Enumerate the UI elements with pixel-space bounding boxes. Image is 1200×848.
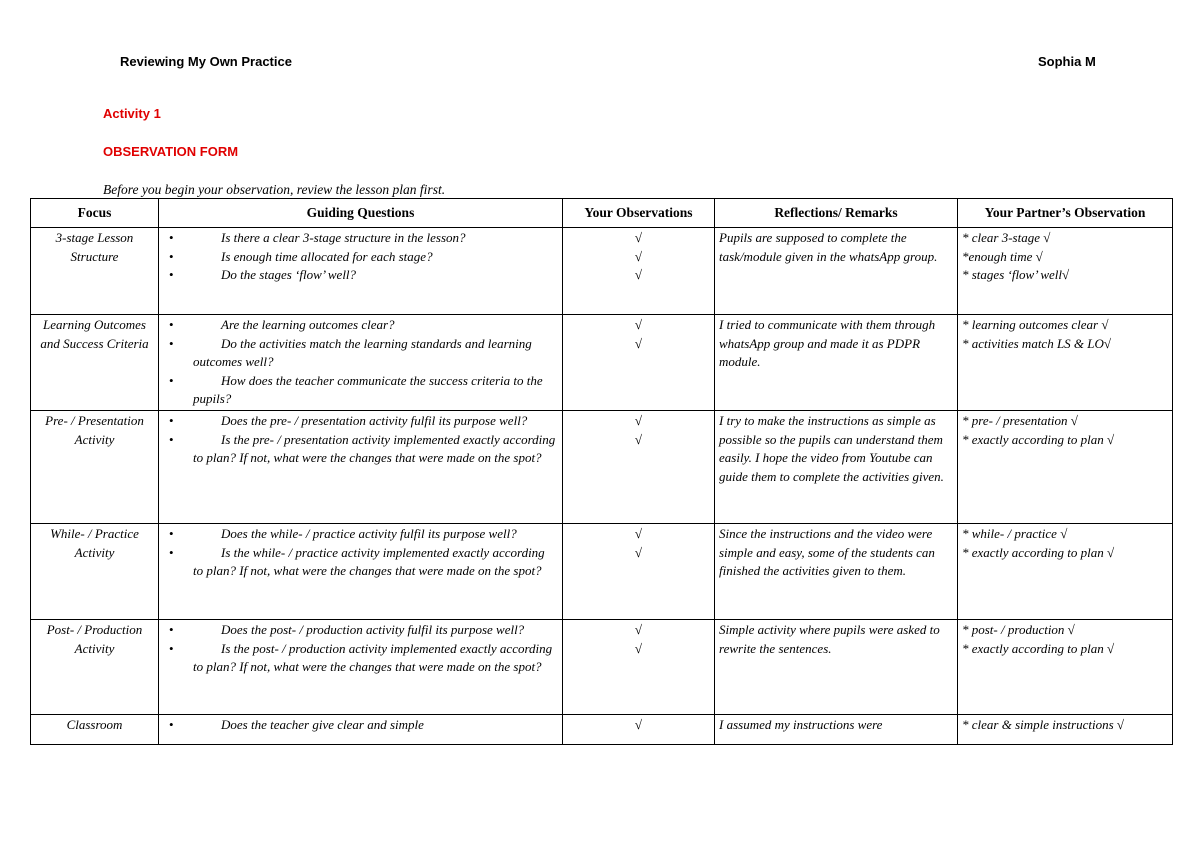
focus-cell: 3-stage Lesson Structure	[31, 228, 159, 315]
question-item: • Is the while- / practice activity implemented exactly according to plan? If not, what were the changes that were made on the spot?	[163, 544, 558, 581]
check-mark: √	[634, 717, 643, 732]
column-header-your-observations: Your Observations	[563, 199, 715, 228]
check-mark: √	[634, 317, 643, 332]
activity-heading: Activity 1	[103, 106, 161, 121]
questions-cell	[159, 315, 563, 411]
question-item: • Are the learning outcomes clear?	[163, 316, 558, 335]
partner-cell	[958, 715, 1173, 745]
observation-cell	[563, 715, 715, 745]
table-row	[31, 524, 1173, 620]
observation-cell	[563, 315, 715, 411]
partner-cell	[958, 315, 1173, 411]
author-name: Sophia M	[1038, 54, 1096, 69]
check-mark: √	[634, 622, 643, 637]
focus-cell: While- / Practice Activity	[31, 524, 159, 620]
partner-note: * pre- / presentation √	[962, 413, 1078, 428]
table-row	[31, 228, 1173, 315]
reflection-cell: I try to make the instructions as simple as possible so the pupils can understand them easily. I hope the video from Youtube can guide them to complete the activities given.	[715, 411, 958, 524]
partner-note: * learning outcomes clear √	[962, 317, 1109, 332]
partner-note: * exactly according to plan √	[962, 544, 1115, 560]
partner-note: * exactly according to plan √	[962, 431, 1115, 447]
questions-cell	[159, 411, 563, 524]
focus-cell: Classroom	[31, 715, 159, 745]
reflection-cell: Pupils are supposed to complete the task/module given in the whatsApp group.	[715, 228, 958, 315]
question-item: • Does the pre- / presentation activity fulfil its purpose well?	[163, 412, 558, 431]
partner-note: * activities match LS & LO√	[962, 335, 1112, 351]
question-item: • Do the activities match the learning standards and learning outcomes well?	[163, 335, 558, 372]
check-mark: √	[634, 267, 643, 282]
partner-note: * exactly according to plan √	[962, 640, 1115, 656]
partner-note: * stages ‘flow’ well√	[962, 267, 1070, 282]
table-header-row	[31, 199, 1173, 228]
reflection-cell: I assumed my instructions were	[715, 715, 958, 745]
column-header-guiding-questions: Guiding Questions	[159, 199, 563, 228]
partner-cell	[958, 411, 1173, 524]
focus-cell: Pre- / Presentation Activity	[31, 411, 159, 524]
question-item: • Is there a clear 3-stage structure in the lesson?	[163, 229, 558, 248]
partner-note: * clear 3-stage √	[962, 230, 1051, 245]
check-mark: √	[634, 526, 643, 541]
question-item: • Does the teacher give clear and simple	[163, 716, 558, 735]
question-item: • Does the post- / production activity fulfil its purpose well?	[163, 621, 558, 640]
table-row	[31, 620, 1173, 715]
table-row	[31, 315, 1173, 411]
check-mark: √	[634, 640, 643, 656]
observation-cell	[563, 228, 715, 315]
partner-note: * while- / practice √	[962, 526, 1068, 541]
questions-cell	[159, 228, 563, 315]
question-item: • How does the teacher communicate the success criteria to the pupils?	[163, 372, 558, 409]
questions-cell	[159, 524, 563, 620]
partner-note: *enough time √	[962, 248, 1043, 264]
check-mark: √	[634, 413, 643, 428]
observation-cell	[563, 620, 715, 715]
questions-cell	[159, 715, 563, 745]
partner-cell	[958, 524, 1173, 620]
check-mark: √	[634, 431, 643, 447]
column-header-focus: Focus	[31, 199, 159, 228]
question-item: • Does the while- / practice activity fulfil its purpose well?	[163, 525, 558, 544]
partner-note: * clear & simple instructions √	[962, 717, 1125, 732]
partner-cell	[958, 228, 1173, 315]
column-header-reflections: Reflections/ Remarks	[715, 199, 958, 228]
document-title: Reviewing My Own Practice	[120, 54, 292, 69]
check-mark: √	[634, 544, 643, 560]
questions-cell	[159, 620, 563, 715]
reflection-cell: Since the instructions and the video were simple and easy, some of the students can finished the activities given to them.	[715, 524, 958, 620]
question-item: • Do the stages ‘flow’ well?	[163, 266, 558, 285]
check-mark: √	[634, 230, 643, 245]
focus-cell: Post- / Production Activity	[31, 620, 159, 715]
focus-cell: Learning Outcomes and Success Criteria	[31, 315, 159, 411]
intro-instruction: Before you begin your observation, review the lesson plan first.	[103, 182, 446, 197]
table-row	[31, 411, 1173, 524]
check-mark: √	[634, 335, 643, 351]
check-mark: √	[634, 248, 643, 264]
reflection-cell: I tried to communicate with them through whatsApp group and made it as PDPR module.	[715, 315, 958, 411]
question-item: • Is enough time allocated for each stage?	[163, 248, 558, 267]
table-row	[31, 715, 1173, 745]
column-header-partner-observation: Your Partner’s Observation	[958, 199, 1173, 228]
question-item: • Is the pre- / presentation activity implemented exactly according to plan? If not, what were the changes that were made on the spot?	[163, 431, 558, 468]
reflection-cell: Simple activity where pupils were asked to rewrite the sentences.	[715, 620, 958, 715]
partner-cell	[958, 620, 1173, 715]
observation-cell	[563, 411, 715, 524]
observation-cell	[563, 524, 715, 620]
partner-note: * post- / production √	[962, 622, 1075, 637]
question-item: • Is the post- / production activity implemented exactly according to plan? If not, what were the changes that were made on the spot?	[163, 640, 558, 677]
observation-table	[30, 198, 1173, 745]
form-title: OBSERVATION FORM	[103, 144, 239, 159]
